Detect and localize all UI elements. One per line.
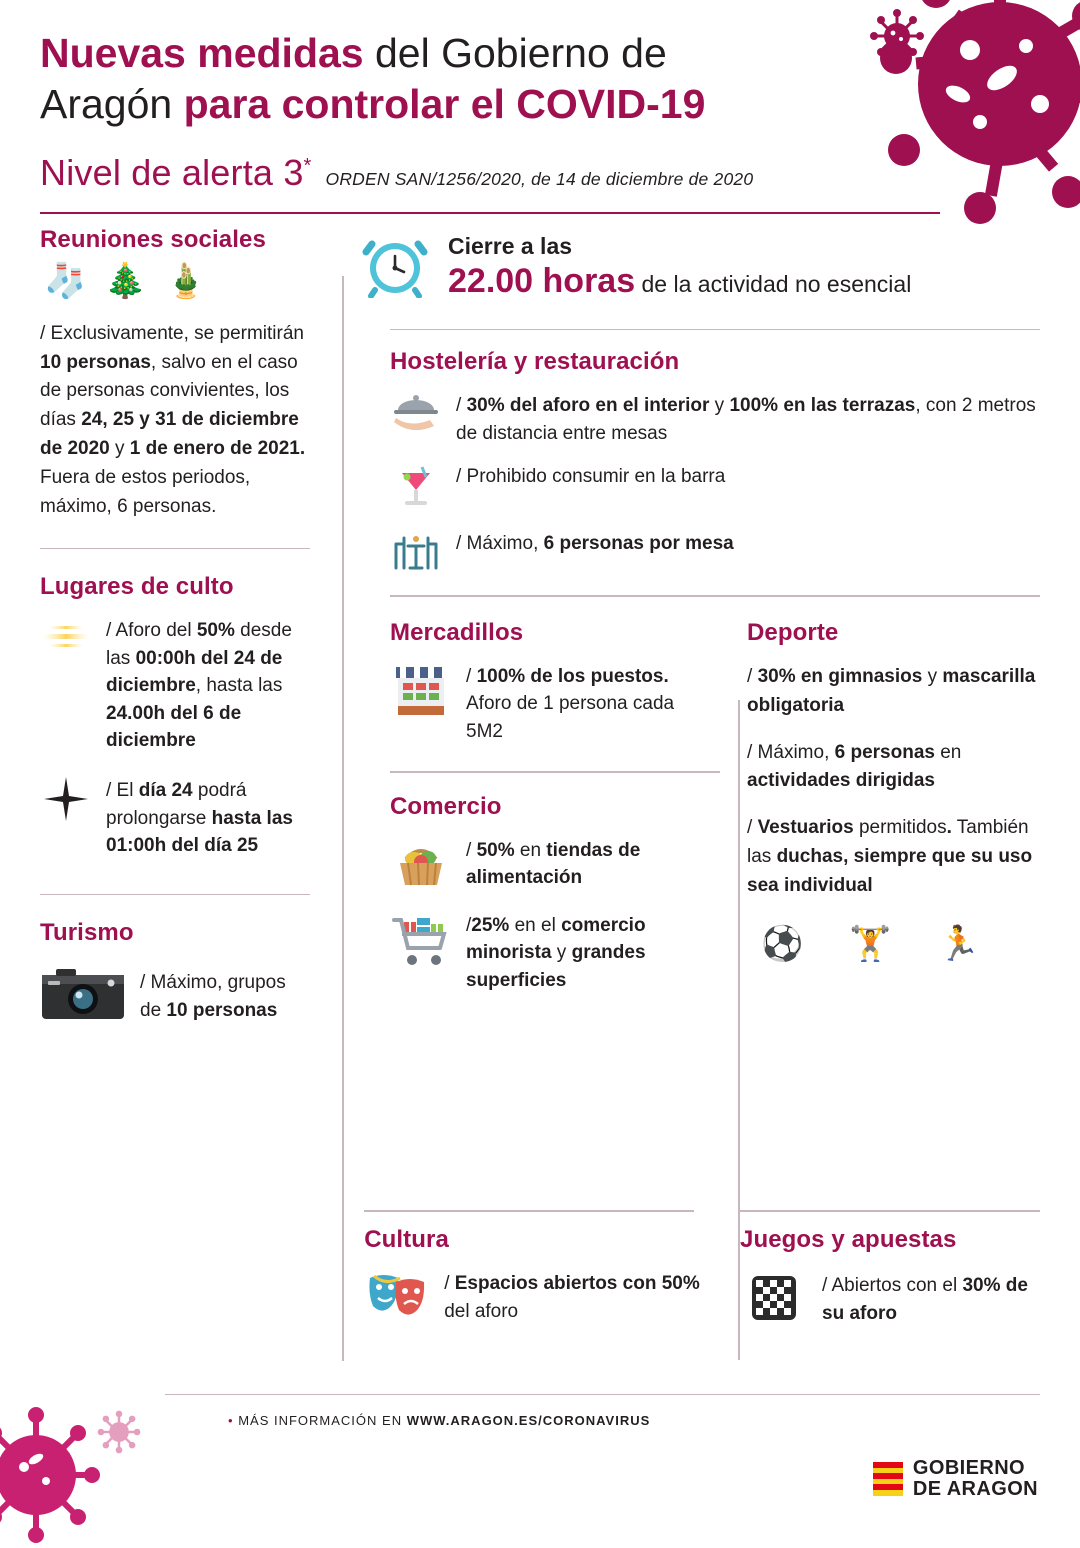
hosteleria-item-1-text: / 30% del aforo en el interior y 100% en las terrazas, con 2 metros de distancia entre mesas xyxy=(456,395,1036,444)
alert-level-text: Nivel de alerta 3 xyxy=(40,151,304,193)
divider xyxy=(40,548,310,550)
food-tray-icon xyxy=(390,392,442,437)
section-title-cultura: Cultura xyxy=(364,1225,449,1253)
divider xyxy=(390,595,1040,597)
christmas-stocking-icon: 🧦 xyxy=(44,261,87,300)
section-hosteleria xyxy=(362,348,1040,577)
culto-item-1 xyxy=(40,617,310,755)
light-rays-icon xyxy=(40,617,92,662)
closing-rest: de la actividad no esencial xyxy=(641,270,912,297)
alert-level-row xyxy=(40,152,1040,194)
divider xyxy=(40,894,310,896)
christmas-tree-icon: 🎄 xyxy=(104,261,147,300)
hosteleria-item-3-text: / Máximo, 6 personas por mesa xyxy=(456,533,734,555)
alarm-clock-icon xyxy=(362,232,428,303)
bottom-row xyxy=(40,1210,1040,1347)
section-reuniones-sociales xyxy=(40,226,310,522)
section-juegos xyxy=(710,1210,1040,1347)
section-turismo xyxy=(40,919,310,1028)
header xyxy=(0,0,1080,194)
deporte-text-1: / 30% en gimnasios y mascarilla obligatoria xyxy=(747,665,1036,716)
orden-reference: ORDEN SAN/1256/2020, de 14 de diciembre de 2020 xyxy=(325,168,754,189)
deporte-icons xyxy=(747,924,1040,963)
deporte-text-3: / Vestuarios permitidos. También las duchas, siempre que su uso sea individual xyxy=(747,817,1033,896)
dice-icon xyxy=(740,1270,808,1331)
title-part-4: para controlar el COVID-19 xyxy=(183,80,706,127)
footer-divider xyxy=(165,1394,1040,1396)
deporte-column xyxy=(717,619,1040,1011)
comercio-item-2 xyxy=(390,912,691,995)
section-title-mercadillos: Mercadillos xyxy=(390,618,524,646)
section-title-juegos: Juegos y apuestas xyxy=(740,1225,957,1253)
more-info-label: MÁS INFORMACIÓN EN xyxy=(238,1413,407,1428)
juegos-item xyxy=(740,1270,1040,1331)
section-title-culto: Lugares de culto xyxy=(40,573,234,601)
comercio-item-2-text: /25% en el comercio minorista y grandes superficies xyxy=(466,914,646,991)
gov-line2: DE ARAGON xyxy=(912,1477,1038,1500)
football-icon: ⚽ xyxy=(761,924,804,963)
closing-line1: Cierre a las xyxy=(448,232,573,259)
virus-bottom-illustration-icon xyxy=(0,1383,126,1548)
divider xyxy=(364,1210,694,1212)
hosteleria-item-1 xyxy=(390,392,1040,447)
main-content xyxy=(0,214,1080,1045)
closing-hours: 22.00 horas xyxy=(448,261,636,300)
closing-time-banner xyxy=(362,226,1040,307)
aragon-flag-icon xyxy=(873,1462,903,1496)
juegos-text: / Abiertos con el 30% de su aforo xyxy=(822,1275,1028,1324)
section-title-hosteleria: Hostelería y restauración xyxy=(390,348,680,376)
running-icon: 🏃 xyxy=(937,924,981,963)
section-cultura xyxy=(334,1210,710,1347)
section-title-comercio: Comercio xyxy=(390,792,502,820)
more-info xyxy=(228,1413,650,1428)
christmas-bauble-icon: 🎍 xyxy=(164,261,208,300)
bullet-icon: • xyxy=(228,1413,234,1428)
right-column xyxy=(332,226,1040,1045)
reuniones-icons xyxy=(44,261,310,300)
mid-two-columns xyxy=(362,619,1040,1011)
comercio-item-1 xyxy=(390,837,691,894)
divider xyxy=(740,1210,1040,1212)
alert-level xyxy=(40,152,312,194)
culto-item-2 xyxy=(40,777,310,860)
culto-item-1-text: / Aforo del 50% desde las 00:00h del 24 de diciembre, hasta las 24.00h del 6 de diciembre xyxy=(106,620,292,752)
title-part-1: Nuevas medidas xyxy=(40,30,364,76)
section-title-reuniones: Reuniones sociales xyxy=(40,225,266,253)
hosteleria-item-2 xyxy=(390,463,1040,514)
gov-line1: GOBIERNO xyxy=(912,1456,1026,1479)
cultura-item xyxy=(364,1270,710,1327)
closing-time-text xyxy=(448,233,911,301)
mercadillos-text: / 100% de los puestos. Aforo de 1 persona cada 5M2 xyxy=(466,665,675,742)
market-stall-icon xyxy=(390,663,452,724)
reuniones-text: / Exclusivamente, se permitirán 10 personas, salvo en el caso de personas convivientes, los días 24, 25 y 31 de diciembre de 2020 y 1 de enero de 2021. Fuera de estos periodos, máximo, 6 personas. xyxy=(40,322,306,517)
shopping-cart-icon xyxy=(390,912,452,975)
camera-icon xyxy=(40,965,126,1028)
bottom-spacer xyxy=(40,1210,334,1347)
more-info-url[interactable]: WWW.ARAGON.ES/CORONAVIRUS xyxy=(406,1413,651,1428)
section-title-deporte: Deporte xyxy=(747,618,839,646)
comercio-item-1-text: / 50% en tiendas de alimentación xyxy=(466,839,641,889)
culto-item-2-text: / El día 24 podrá prolongarse hasta las 01:00h del día 25 xyxy=(106,780,293,857)
cocktail-icon xyxy=(390,463,442,514)
weightlifting-icon: 🏋️ xyxy=(849,924,892,963)
turismo-text: / Máximo, grupos de 10 personas xyxy=(140,972,286,1021)
page-title xyxy=(40,28,870,130)
government-name xyxy=(913,1458,1038,1500)
star-sparkle-icon xyxy=(40,777,92,826)
turismo-item xyxy=(40,965,310,1028)
divider xyxy=(390,329,1040,331)
hosteleria-item-2-text: / Prohibido consumir en la barra xyxy=(456,466,726,488)
left-column xyxy=(40,226,332,1045)
divider xyxy=(390,771,720,773)
table-chairs-icon xyxy=(390,530,442,577)
deporte-text-2: / Máximo, 6 personas en actividades dirigidas xyxy=(747,741,962,792)
shopping-basket-icon xyxy=(390,837,452,894)
mercadillos-item xyxy=(390,663,691,746)
alert-level-asterisk: * xyxy=(303,154,312,177)
government-logo xyxy=(873,1458,1038,1500)
section-lugares-de-culto xyxy=(40,573,310,859)
theater-masks-icon xyxy=(364,1270,430,1327)
cultura-text: / Espacios abiertos con 50% del aforo xyxy=(444,1273,700,1322)
virus-small-bottom-illustration-icon xyxy=(96,1409,142,1460)
hosteleria-item-3 xyxy=(390,530,1040,577)
section-comercio xyxy=(390,793,691,995)
section-deporte xyxy=(747,619,1040,961)
section-mercadillos xyxy=(390,619,691,746)
title-part-3: Aragón xyxy=(40,80,184,127)
section-title-turismo: Turismo xyxy=(40,919,134,947)
title-part-2: del Gobierno de xyxy=(363,30,667,76)
